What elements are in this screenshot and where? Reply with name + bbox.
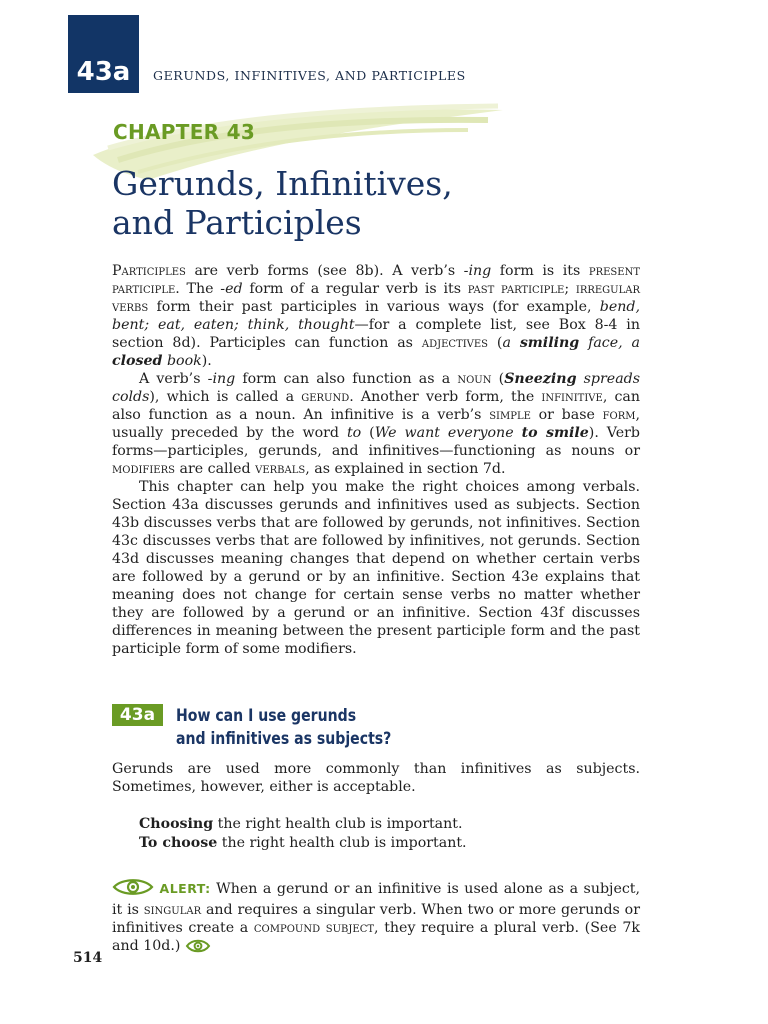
running-head: GERUNDS, INFINITIVES, AND PARTICIPLES <box>153 68 466 83</box>
chapter-title: Gerunds, Infinitives, and Participles <box>112 164 453 242</box>
intro-paragraph-2: A verb’s -ing form can also function as a noun (Sneezing spreads colds), which is called a gerund. Another verb form, the infinitive, can also function as a noun. An infinitive is a verb’s simple or base form, usually preceded by the word to (We want everyone to smile). Verb forms—participles, gerunds, and infinitives—functioning as nouns or modifiers are called verbals, as explained in section 7d. <box>112 371 641 477</box>
chapter-label: CHAPTER 43 <box>113 120 256 144</box>
intro-paragraph-3: This chapter can help you make the right choices among verbals. Section 43a discusses gerunds and infinitives used as subjects. Section 43b discusses verbs that are followed by gerunds, not infinitives. Section 43c discusses verbs that are followed by infinitives, not gerunds. Section 43d discusses meaning changes that depend on whether certain verbs are followed by a gerund or by an infinitive. Section 43e explains that meaning does not change for certain sense verbs no matter whether they are followed by a gerund or an infinitive. Section 43f discusses differences in meaning between the present participle form and the past participle form of some modifiers. <box>112 479 640 657</box>
section-heading: How can I use gerunds and infinitives as subjects? <box>176 706 392 749</box>
intro-paragraph-1: Participles are verb forms (see 8b). A verb’s -ing form is its present participle. The -ed form of a regular verb is its past participle; irregular verbs form their past participles in various ways (for example, bend, bent; eat, eaten; think, thought—for a complete list, see Box 8-4 in section 8d). Participles can function as adjectives (a smiling face, a closed book). <box>112 263 641 369</box>
eye-icon <box>185 939 211 958</box>
intro-text <box>112 262 640 658</box>
section-intro-text: Gerunds are used more commonly than infinitives as subjects. Sometimes, however, either is acceptable. <box>112 761 640 795</box>
eye-icon <box>112 878 154 901</box>
page-number: 514 <box>73 950 103 966</box>
alert-note <box>112 878 640 958</box>
example-sentence-1: Choosing the right health club is important. <box>139 816 463 832</box>
section-tab: 43a <box>68 15 139 93</box>
section-number-badge: 43a <box>112 704 163 726</box>
alert-text: When a gerund or an infinitive is used alone as a subject, it is singular and requires a singular verb. When two or more gerunds or infinitives create a compound subject, they require a plural verb. (See 7k and 10d.) <box>112 881 641 954</box>
alert-label: ALERT: <box>159 881 211 896</box>
example-sentence-2: To choose the right health club is important. <box>139 835 467 851</box>
